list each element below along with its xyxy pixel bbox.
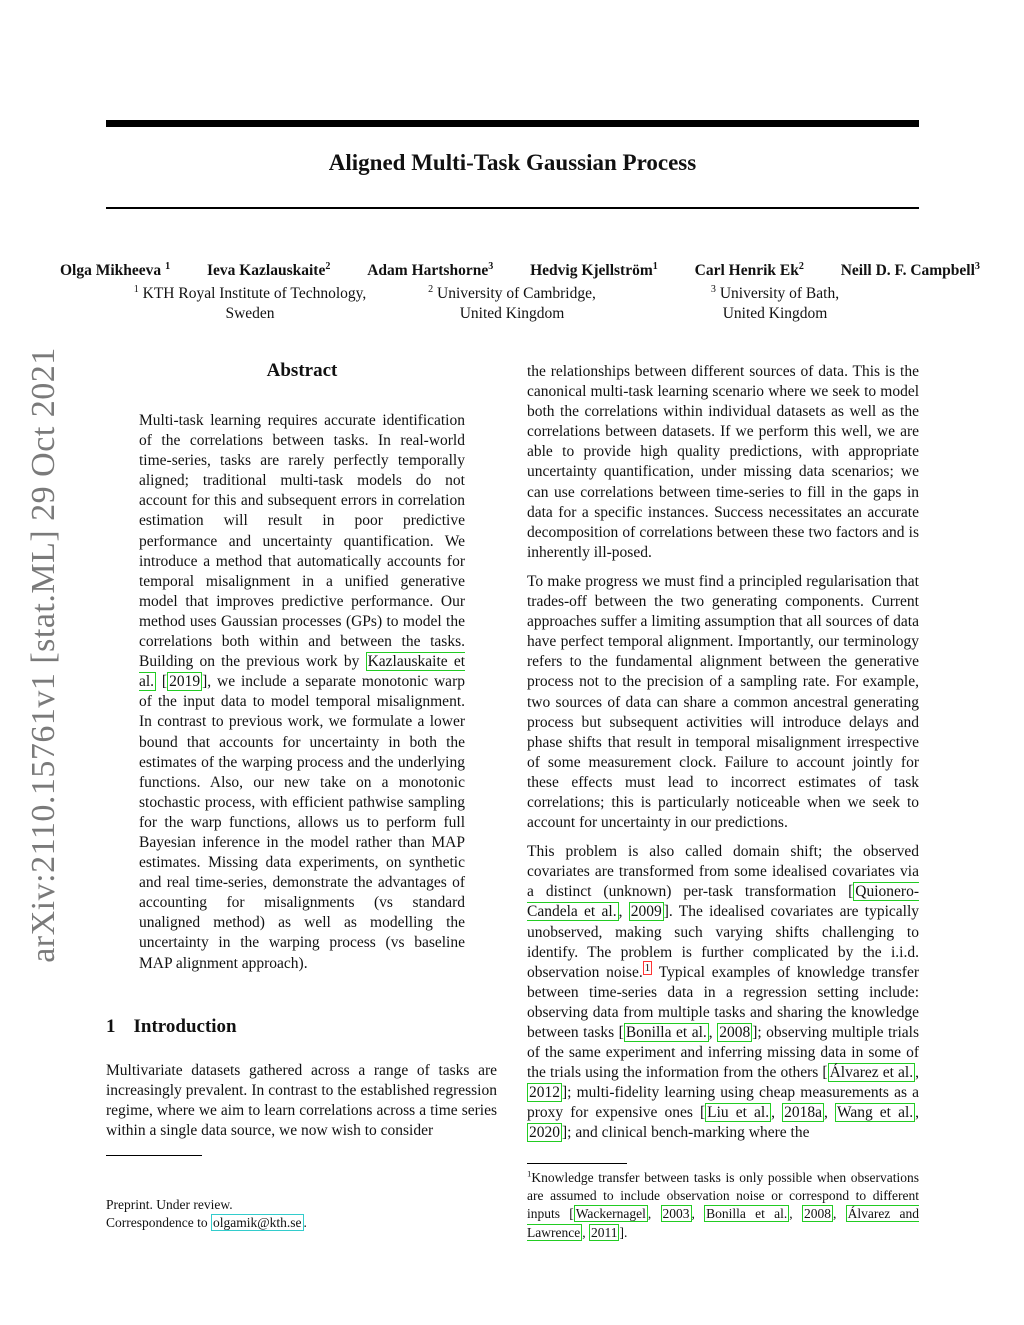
author: Olga Mikheeva $^1$ bbox=[60, 260, 171, 279]
citation-link[interactable]: Kazlauskaite et al. bbox=[139, 653, 466, 691]
citation-year-link[interactable]: 2020 bbox=[529, 1124, 560, 1142]
author: Hedvig Kjellström$^1$ bbox=[530, 260, 658, 279]
author: Neill D. F. Campbell$^3$ bbox=[840, 260, 980, 279]
citation-year-link[interactable]: 2009 bbox=[630, 903, 662, 921]
footnote-rule-left bbox=[106, 1155, 202, 1156]
section-heading-introduction: 1 Introduction bbox=[106, 1016, 237, 1037]
citation-link[interactable]: Bonilla et al. bbox=[706, 1206, 788, 1222]
citation-link[interactable]: Wang et al. bbox=[836, 1104, 914, 1122]
citation-year-link[interactable]: 2018a bbox=[784, 1104, 822, 1122]
preprint-note: Preprint. Under review. Correspondence to olgamik@kth.se . bbox=[106, 1197, 307, 1230]
citation-link[interactable]: Álvarez and Lawrence bbox=[527, 1206, 920, 1240]
citation-link[interactable]: Quionero-Candela et al. bbox=[527, 883, 919, 921]
arxiv-identifier-stamp bbox=[22, 347, 66, 963]
citation-year-link[interactable]: 2019 bbox=[169, 673, 201, 691]
footnote-marker-link[interactable]: 1 bbox=[644, 961, 651, 974]
citation-year-link[interactable]: 2008 bbox=[803, 1206, 831, 1222]
email-link[interactable]: olgamik@kth.se bbox=[212, 1215, 302, 1230]
citation-link[interactable]: Liu et al. bbox=[707, 1104, 770, 1122]
paragraph: To make progress we must find a principled regularisation that trades-off between the two generating components. Current approaches suffer a limiting assumption that all sources of data have perfect temporal alignment. Importantly, our terminology refers to the fundamental alignment between the generative process not to the precision of a sampling rate. For example, two sources of data can share a common ancestral generating process but subsequent activities will introduce delays and phase shifts that result in temporal misalignment irrespective of some measurement clock. Failure to account jointly for these effects must lead to incorrect estimates of task correlations; this is particularly noticeable when we seek to account for uncertainty in our predictions. bbox=[527, 572, 919, 832]
title-top-rule bbox=[106, 120, 919, 127]
citation-year-link[interactable]: 2003 bbox=[662, 1206, 690, 1222]
author: Adam Hartshorne$^3$ bbox=[367, 260, 494, 279]
citation-year-link[interactable]: 2011 bbox=[590, 1224, 618, 1240]
paragraph: This problem is also called domain shift; the observed covariates are transformed from some idealised covariates via a distinct (unknown) per-task transformation [ Quionero-Candela et al. , 2009 ]. The idealised covariates are typically unobserved, making such varying shifts challenging to identify. The problem is further complicated by the i.i.d. observation noise. $^1$ Typical examples of knowledge transfer between time-series data in a regression setting include: observing data from multiple tasks and sharing the knowledge between tasks [ Bonilla et al. , 2008 ]; observing multiple trials of the same experiment and inferring missing data in some of the trials using the information from the others [ Álvarez et al. , 2012 ]; multi-fidelity learning using cheap measurements as a proxy for expensive ones [ Liu et al. , 2018a , Wang et al. , 2020 ]; and clinical bench-marking where the bbox=[527, 843, 920, 1142]
introduction-paragraph: Multivariate datasets gathered across a range of tasks are increasingly prevalent. In contrast to the established regression regime, where we aim to learn correlations across a time series within a single data source, we now wish to consider bbox=[106, 1062, 497, 1140]
abstract-body: Multi-task learning requires accurate identification of the correlations between tasks. In real-world time-series, tasks are rarely perfectly temporally aligned; traditional multi-task models do not account for this and subsequent errors in correlation estimation will result in poor predictive performance and uncertainty quantification. We introduce a method that automatically accounts for temporal misalignment in a unified generative model that improves predictive performance. Our method uses Gaussian processes (GPs) to model the correlations both within and between the tasks. Building on the previous work by Kazlauskaite et al. [ 2019 ], we include a separate monotonic warp of the input data to model temporal misalignment. In contrast to previous work, we formulate a lower bound that accounts for uncertainty in both the estimates of the warping process and the underlying functions. Also, our new take on a monotonic stochastic process, with efficient pathwise sampling for the warp functions, allows us to perform full Bayesian inference in the model rather than MAP estimates. Missing data experiments, on synthetic and real time-series, demonstrate the advantages of accounting for misalignments (vs standard unaligned method) as well as modelling the uncertainty in the warping process (vs baseline MAP alignment approach). bbox=[139, 412, 466, 972]
affiliation-cambridge: $^2$ University of Cambridge, United Kingdom bbox=[428, 283, 596, 322]
footnote: $^1$Knowledge transfer between tasks is only possible when observations are assumed to include observation noise or correspond to different inputs [ Wackernagel , 2003 , Bonilla et al. , 2008 , Álvarez and Lawrence , 2011 ]. bbox=[527, 1168, 920, 1240]
affiliation-kth: $^1$ KTH Royal Institute of Technology, Sweden bbox=[133, 283, 367, 322]
paragraph: the relationships between different sources of data. This is the canonical multi-task learning scenario where we seek to model both the correlations within individual datasets as well as the correlations between datasets. If we perform this well, we are able to provide high quality predictions, with appropriate uncertainty quantification, under missing data scenarios; we can use correlations between time-series to fill in the gaps in data for a specific instances. Success necessitates an accurate decomposition of correlations between these two factors and is inherently ill-posed. bbox=[527, 363, 919, 561]
affiliation-bath: $^3$ University of Bath, United Kingdom bbox=[710, 283, 840, 322]
title-bottom-rule bbox=[106, 207, 919, 209]
paper-title: Aligned Multi-Task Gaussian Process bbox=[328, 150, 697, 175]
citation-year-link[interactable]: 2008 bbox=[719, 1024, 751, 1041]
author-list bbox=[60, 262, 980, 280]
citation-link[interactable]: Wackernagel bbox=[575, 1206, 646, 1222]
citation-link[interactable]: Bonilla et al. bbox=[625, 1024, 707, 1041]
citation-year-link[interactable]: 2012 bbox=[529, 1084, 560, 1102]
author: Carl Henrik Ek$^2$ bbox=[694, 260, 804, 279]
arxiv-stamp-text: arXiv:2110.15761v1 [stat.ML] 29 Oct 2021 bbox=[25, 347, 62, 963]
author: Ieva Kazlauskaite$^2$ bbox=[206, 260, 331, 279]
abstract-heading: Abstract bbox=[266, 360, 338, 381]
footnote-rule-right bbox=[527, 1163, 627, 1164]
right-column bbox=[527, 362, 919, 1153]
citation-link[interactable]: Álvarez et al. bbox=[829, 1064, 914, 1082]
